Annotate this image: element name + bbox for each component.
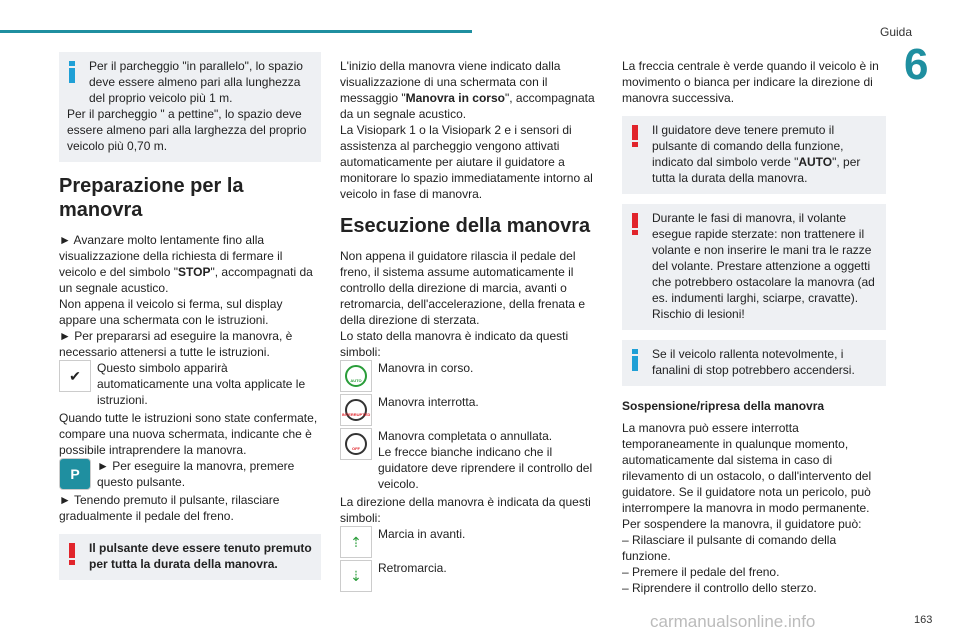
reverse-arrow-icon: ⇣ [340,560,372,592]
paragraph: La manovra può essere interrotta temporaneamente in qualunque momento, automaticamente dal sistema in caso di rilevamento di un ostacolo, o dall'intervento del guidatore. Se il guidatore nota un pericolo, può interrompere la manovra in modo permanente. [622,421,872,515]
header-bar [0,30,472,33]
column-2 [340,58,602,594]
page-number: 163 [914,614,933,626]
symbol-row [340,360,602,392]
warning-box [622,116,886,194]
paragraph: Lo stato della manovra è indicato da questi simboli: [340,329,569,359]
section-title: Guida [880,25,913,39]
forward-arrow-icon: ⇡ [340,526,372,558]
symbol-row [59,360,321,408]
subheading: Sospensione/ripresa della manovra [622,399,825,413]
info-box [59,52,321,162]
warning-icon [69,543,75,565]
paragraph: ► Avanzare molto lentamente fino alla visualizzazione della richiesta di fermare il veicolo e del simbolo "STOP", accompagnati da un segnale acustico. [59,233,313,295]
info-icon [632,349,638,371]
warning-box [59,534,321,580]
symbol-row [59,458,321,490]
paragraph: Non appena il guidatore rilascia il pedale del freno, il sistema assume automaticamente il controllo della direzione di marcia, avanti o retromarcia, dell'accelerazione, della frenata e della direzione di sterzata. [340,249,586,327]
symbol-row [340,526,602,558]
paragraph: ► Per prepararsi ad eseguire la manovra, è necessario attenersi a tutte le istruzioni. [59,329,293,359]
symbol-row [340,560,602,592]
info-text: Per il parcheggio " a pettine", lo spazio deve essere almeno pari alla larghezza del proprio veicolo più 0,70 m. [67,107,307,153]
paragraph: L'inizio della manovra viene indicato dalla visualizzazione di una schermata con il messaggio "Manovra in corso", accompagnata da un segnale acustico. [340,59,595,121]
warning-text: Durante le fasi di manovra, il volante esegue rapide sterzate: non trattenere il volante e non inserire le mani tra le razze del volante. Prestare attenzione a oggetti che potrebbero ostacolare la manovra (ad es. indumenti larghi, sciarpe, cravatte). Rischio di lesioni! [652,211,875,321]
symbol-text: ► Per eseguire la manovra, premere questo pulsante. [97,459,295,489]
warning-box [622,204,886,330]
symbol-text: Manovra in corso. [378,361,474,375]
paragraph: Quando tutte le istruzioni sono state confermate, compare una nuova schermata, indicante che è possibile intraprendere la manovra. [59,411,318,457]
heading: Preparazione per la manovra [59,175,244,221]
symbol-text: Manovra completata o annullata. Le frecce bianche indicano che il guidatore deve riprendere il controllo del veicolo. [378,429,593,491]
info-box [622,340,886,386]
list-item: – Rilasciare il pulsante di comando della funzione. [622,533,837,563]
warning-icon [632,213,638,235]
info-text: Per il parcheggio "in parallelo", lo spazio deve essere almeno pari alla lunghezza del proprio veicolo più 1 m. [89,59,303,105]
info-icon [69,61,75,83]
steering-off-icon: OFF [340,428,372,460]
warning-text: Il pulsante deve essere tenuto premuto per tutta la durata della manovra. [89,541,312,571]
heading: Esecuzione della manovra [340,215,591,237]
warning-text: Il guidatore deve tenere premuto il pulsante di comando della funzione, indicato dal simbolo verde "AUTO", per tutta la durata della manovra. [652,123,861,185]
info-text: Se il veicolo rallenta notevolmente, i fanalini di stop potrebbero accendersi. [652,347,855,377]
paragraph: La freccia centrale è verde quando il veicolo è in movimento o bianca per indicare la direzione di manovra successiva. [622,59,879,105]
list-item: – Riprendere il controllo dello sterzo. [622,581,817,595]
warning-icon [632,125,638,147]
symbol-row [340,428,602,492]
column-3 [622,58,886,596]
list-item: – Premere il pedale del freno. [622,565,780,579]
park-assist-button-icon: P [59,458,91,490]
paragraph: La direzione della manovra è indicata da questi simboli: [340,495,591,525]
symbol-text: Questo simbolo apparirà automaticamente una volta applicate le istruzioni. [97,361,306,407]
symbol-text: Marcia in avanti. [378,527,466,541]
paragraph: La Visiopark 1 o la Visiopark 2 e i sensori di assistenza al parcheggio vengono attivati automaticamente per aiutare il guidatore a monitorare lo spazio immediatamente intorno al veicolo in fase di manovra. [340,123,593,201]
symbol-row [340,394,602,426]
check-icon: ✔ [59,360,91,392]
symbol-text: Retromarcia. [378,561,447,575]
steering-auto-icon: AUTO [340,360,372,392]
paragraph: Non appena il veicolo si ferma, sul display appare una schermata con le istruzioni. [59,297,283,327]
watermark: carmanualsonline.info [650,612,816,631]
column-1 [59,52,321,590]
chapter-number: 6 [904,40,929,89]
steering-interrupted-icon: INTERRUPTED [340,394,372,426]
paragraph: ► Tenendo premuto il pulsante, rilasciare gradualmente il pedale del freno. [59,493,280,523]
symbol-text: Manovra interrotta. [378,395,479,409]
paragraph: Per sospendere la manovra, il guidatore può: [622,517,862,531]
